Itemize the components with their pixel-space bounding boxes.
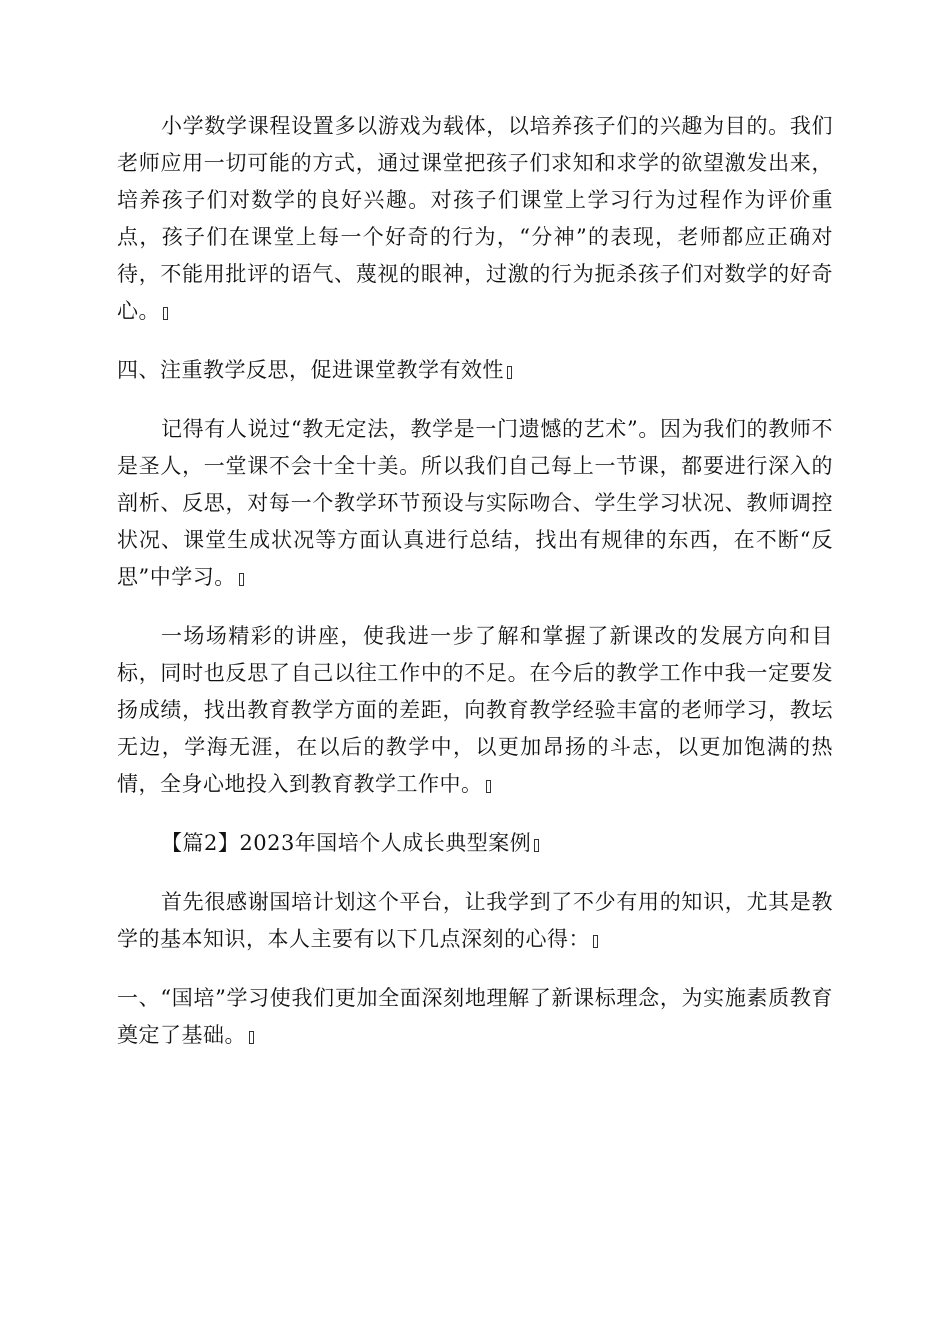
paragraph-point-one xyxy=(117,980,833,1054)
heading-text: 四、注重教学反思，促进课堂教学有效性 xyxy=(117,358,504,382)
paragraph-text: 记得有人说过“教无定法，教学是一门遗憾的艺术”。因为我们的教师不是圣人，一堂课不会十全十美。所以我们自己每上一节课，都要进行深入的剖析、反思，对每一个教学环节预设与实际吻合、学生学习状况、教师调控状况、课堂生成状况等方面认真进行总结，找出有规律的东西，在不断“反思”中学习。 xyxy=(117,417,833,589)
paragraph-mark-icon xyxy=(593,935,598,948)
paragraph-mark-icon xyxy=(534,839,539,852)
article-title-part2 xyxy=(117,825,833,862)
paragraph-mark-icon xyxy=(163,307,168,320)
paragraph-text: 一场场精彩的讲座，使我进一步了解和掌握了新课改的发展方向和目标，同时也反思了自己以往工作中的不足。在今后的教学工作中我一定要发扬成绩，找出教育教学方面的差距，向教育教学经验丰富的老师学习，教坛无边，学海无涯，在以后的教学中，以更加昂扬的斗志，以更加饱满的热情，全身心地投入到教育教学工作中。 xyxy=(117,624,833,796)
section-heading-reflection xyxy=(117,352,833,389)
paragraph-lecture-summary xyxy=(117,618,833,803)
paragraph-mark-icon xyxy=(486,780,491,793)
paragraph-mark-icon xyxy=(239,573,244,586)
article-title-text: 【篇2】2023年国培个人成长典型案例 xyxy=(161,831,532,855)
document-body xyxy=(117,108,833,1076)
paragraph-text: 一、“国培”学习使我们更加全面深刻地理解了新课标理念，为实施素质教育奠定了基础。 xyxy=(117,986,833,1047)
paragraph-gratitude xyxy=(117,884,833,958)
paragraph-mark-icon xyxy=(507,366,512,379)
paragraph-math-interest xyxy=(117,108,833,330)
paragraph-text: 小学数学课程设置多以游戏为载体，以培养孩子们的兴趣为目的。我们老师应用一切可能的方式，通过课堂把孩子们求知和求学的欲望激发出来，培养孩子们对数学的良好兴趣。对孩子们课堂上学习行为过程作为评价重点，孩子们在课堂上每一个好奇的行为，“分神”的表现，老师都应正确对待，不能用批评的语气、蔑视的眼神，过激的行为扼杀孩子们对数学的好奇心。 xyxy=(117,114,833,323)
paragraph-mark-icon xyxy=(249,1031,254,1044)
paragraph-teaching-reflection xyxy=(117,411,833,596)
paragraph-text: 首先很感谢国培计划这个平台，让我学到了不少有用的知识，尤其是教学的基本知识，本人主要有以下几点深刻的心得： xyxy=(117,890,833,951)
